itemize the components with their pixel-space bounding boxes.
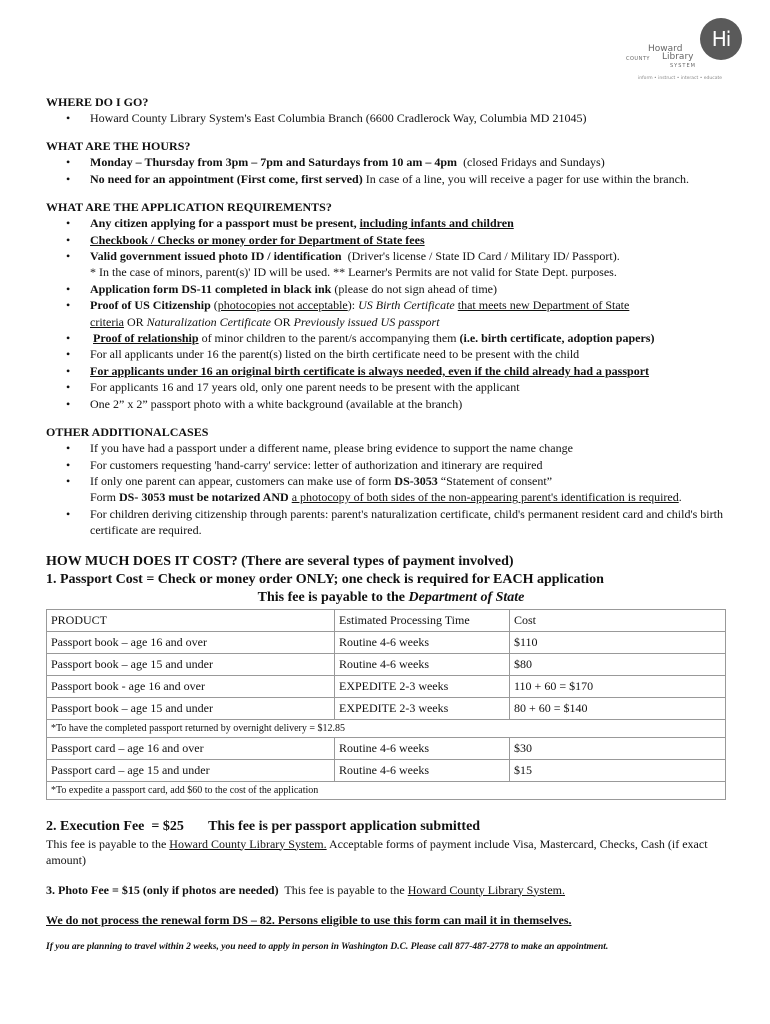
renewal-notice: We do not process the renewal form DS – 82. Persons eligible to use this form can mail it in themselves.	[46, 912, 572, 927]
table-row: Passport book – age 16 and over Routine 4-6 weeks $110	[47, 631, 726, 653]
list-item: • For all applicants under 16 the parent(s) listed on the birth certificate need to be present with the child	[90, 346, 736, 362]
where-list	[46, 110, 736, 126]
payable-to-line: This fee is payable to the Department of State	[257, 589, 525, 605]
list-item: • Any citizen applying for a passport must be present, including infants and children	[90, 215, 736, 231]
logo-system-text: SYSTEM	[670, 63, 696, 69]
table-row: Passport book - age 16 and over EXPEDITE 2-3 weeks 110 + 60 = $170	[47, 675, 726, 697]
cost-heading: HOW MUCH DOES IT COST? (There are several types of payment involved)	[46, 553, 514, 569]
table-header-row	[47, 609, 726, 631]
column-header: PRODUCT	[47, 609, 335, 631]
list-item: • Howard County Library System's East Columbia Branch (6600 Cradlerock Way, Columbia MD 21045)	[90, 110, 736, 126]
fee-table	[46, 609, 726, 800]
table-row: Passport book – age 15 and under EXPEDITE 2-3 weeks 80 + 60 = $140	[47, 697, 726, 719]
list-item: • Application form DS-11 completed in black ink (please do not sign ahead of time)	[90, 281, 736, 297]
hours-heading: WHAT ARE THE HOURS?	[46, 139, 191, 154]
column-header: Cost	[510, 609, 726, 631]
table-row: Passport card – age 16 and over Routine 4-6 weeks $30	[47, 737, 726, 759]
list-item: • For customers requesting 'hand-carry' service: letter of authorization and itinerary are required	[90, 457, 736, 473]
logo-tagline: inform • instruct • interact • educate	[638, 76, 723, 81]
document-body	[46, 94, 736, 954]
where-heading: WHERE DO I GO?	[46, 95, 149, 109]
requirements-heading: WHAT ARE THE APPLICATION REQUIREMENTS?	[46, 200, 332, 215]
photo-fee-line: 3. Photo Fee = $15 (only if photos are needed) This fee is payable to the Howard County Library System.	[46, 882, 566, 897]
list-item: • No need for an appointment (First come, first served) In case of a line, you will receive a pager for use within the branch.	[90, 171, 736, 187]
list-item: • Checkbook / Checks or money order for Department of State fees	[90, 232, 736, 248]
table-row: Passport card – age 15 and under Routine 4-6 weeks $15	[47, 759, 726, 781]
requirements-list	[46, 215, 736, 412]
column-header: Estimated Processing Time	[335, 609, 510, 631]
logo-county-text: COUNTY	[626, 56, 650, 62]
list-item: • For applicants 16 and 17 years old, only one parent needs to be present with the applicant	[90, 379, 736, 395]
passport-cost-line: 1. Passport Cost = Check or money order ONLY; one check is required for EACH application	[46, 571, 604, 587]
list-item: • If you have had a passport under a different name, please bring evidence to support the name change	[90, 440, 736, 456]
other-cases-list	[46, 440, 736, 538]
table-note-row: *To expedite a passport card, add $60 to the cost of the application	[47, 781, 726, 799]
table-note-row: *To have the completed passport returned by overnight delivery = $12.85	[47, 719, 726, 737]
list-item: • For children deriving citizenship through parents: parent's naturalization certificate, child's permanent resident card and child's birth certificate are required.	[90, 506, 736, 539]
execution-fee-heading: 2. Execution Fee = $25 This fee is per passport application submitted	[46, 818, 481, 834]
table-row: Passport book – age 15 and under Routine 4-6 weeks $80	[47, 653, 726, 675]
list-item: • Monday – Thursday from 3pm – 7pm and Saturdays from 10 am – 4pm (closed Fridays and Sundays)	[90, 154, 736, 170]
execution-fee-text: This fee is payable to the Howard County Library System. Acceptable forms of payment include Visa, Mastercard, Checks, Cash (if exact amount)	[46, 836, 708, 867]
logo-hi-circle: Hi	[700, 18, 742, 60]
logo-howard-text: Howard	[648, 44, 683, 54]
list-item: • Proof of US Citizenship (photocopies not acceptable): US Birth Certificate that meets new Department of State criteria OR Naturalization Certificate OR Previously issued US passport	[90, 297, 736, 330]
library-logo	[618, 16, 768, 88]
logo-library-text: Library	[662, 52, 694, 62]
list-item: • One 2” x 2” passport photo with a white background (available at the branch)	[90, 396, 736, 412]
list-item: • If only one parent can appear, customers can make use of form DS-3053 “Statement of consent” Form DS- 3053 must be notarized AND a photocopy of both sides of the non-appearing parent's identification is required.	[90, 473, 736, 506]
hours-list	[46, 154, 736, 187]
list-item: • Valid government issued photo ID / identification (Driver's license / State ID Card / Military ID/ Passport). * In the case of minors, parent(s)' ID will be used. ** Learner's Permits are not valid for State Dept. purposes.	[90, 248, 736, 281]
list-item: • Proof of relationship of minor children to the parent/s accompanying them (i.e. birth certificate, adoption papers)	[90, 330, 736, 346]
list-item: • For applicants under 16 an original birth certificate is always needed, even if the child already had a passport	[90, 363, 736, 379]
other-cases-heading: OTHER ADDITIONALCASES	[46, 425, 209, 440]
footer-note: If you are planning to travel within 2 weeks, you need to apply in person in Washington D.C. Please call 877-487-2778 to make an appointment.	[46, 941, 609, 952]
